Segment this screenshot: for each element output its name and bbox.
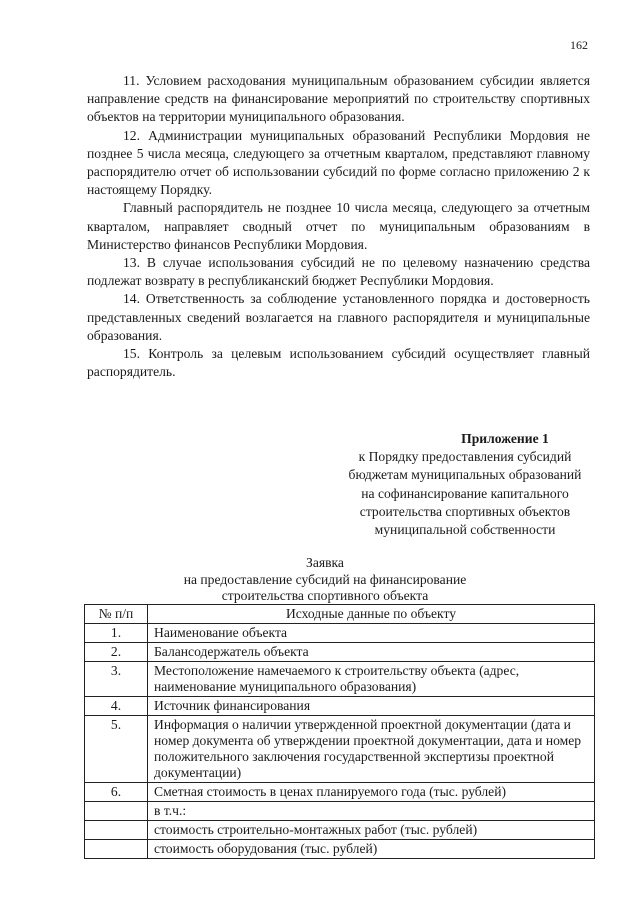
table-row [85, 840, 595, 859]
appendix-title: Приложение 1 [461, 431, 549, 446]
request-line: строительства спортивного объекта [221, 588, 429, 604]
paragraph-13: 13. В случае использования субсидий не по целевому назначению средства подлежат возврату в республиканский бюджет Республики Мордовия. [87, 255, 590, 289]
row-description: стоимость строительно-монтажных работ (тыс. рублей) [148, 821, 595, 840]
body-text [87, 72, 590, 381]
appendix-line: бюджетам муниципальных образований [348, 467, 582, 483]
paragraph-12: 12. Администрации муниципальных образований Республики Мордовия не позднее 5 числа месяца, следующего за отчетным кварталом, представляют главному распорядителю отчет об использовании субсидий по форме согласно приложению 2 к настоящему Порядку. [87, 127, 590, 198]
page-number: 162 [570, 38, 588, 52]
table-row [85, 783, 595, 802]
appendix-line: на софинансирование капитального [361, 485, 569, 501]
request-line: на предоставление субсидий на финансирование [183, 571, 467, 587]
appendix-line: муниципальной собственности [374, 522, 556, 538]
paragraph-15: 15. Контроль за целевым использованием субсидий осуществляет главный распорядитель. [87, 346, 590, 380]
row-description: Информация о наличии утвержденной проектной документации (дата и номер документа об утверждении проектной документации, дата и номер положительного заключения государственной экспертизы проектной документации) [148, 716, 595, 783]
row-description: Местоположение намечаемого к строительству объекта (адрес, наименование муниципального образования) [148, 662, 595, 697]
row-description: Наименование объекта [148, 624, 595, 643]
row-number: 2. [85, 643, 148, 662]
row-number: 6. [85, 783, 148, 802]
request-heading [150, 555, 500, 605]
row-number: 4. [85, 697, 148, 716]
column-header-data: Исходные данные по объекту [148, 605, 595, 624]
table-row [85, 716, 595, 783]
table-header-row [85, 605, 595, 624]
paragraph-11: 11. Условием расходования муниципальным образованием субсидии является направление средств на финансирование мероприятий по строительству спортивных объектов на территории муниципального образования. [87, 73, 590, 125]
paragraph-12-summary: Главный распорядитель не позднее 10 числа месяца, следующего за отчетным кварталом, направляет сводный отчет по муниципальным образованиям в Министерство финансов Республики Мордовия. [87, 200, 590, 252]
table-row [85, 802, 595, 821]
row-number [85, 802, 148, 821]
row-description: в т.ч.: [148, 802, 595, 821]
column-header-number: № п/п [85, 605, 148, 624]
table-row [85, 821, 595, 840]
row-number: 3. [85, 662, 148, 697]
appendix-line: строительства спортивных объектов [359, 503, 571, 519]
row-number: 1. [85, 624, 148, 643]
appendix-header [320, 430, 610, 539]
object-data-table [84, 604, 595, 859]
row-description: стоимость оборудования (тыс. рублей) [148, 840, 595, 859]
row-description: Сметная стоимость в ценах планируемого года (тыс. рублей) [148, 783, 595, 802]
request-title: Заявка [306, 555, 344, 570]
row-description: Балансодержатель объекта [148, 643, 595, 662]
row-number [85, 840, 148, 859]
row-description: Источник финансирования [148, 697, 595, 716]
table-row [85, 697, 595, 716]
appendix-line: к Порядку предоставления субсидий [358, 449, 572, 465]
paragraph-14: 14. Ответственность за соблюдение установленного порядка и достоверность представленных сведений возлагается на главного распорядителя и муниципальные образования. [87, 291, 590, 343]
table-row [85, 643, 595, 662]
row-number: 5. [85, 716, 148, 783]
table-row [85, 624, 595, 643]
table-row [85, 662, 595, 697]
row-number [85, 821, 148, 840]
